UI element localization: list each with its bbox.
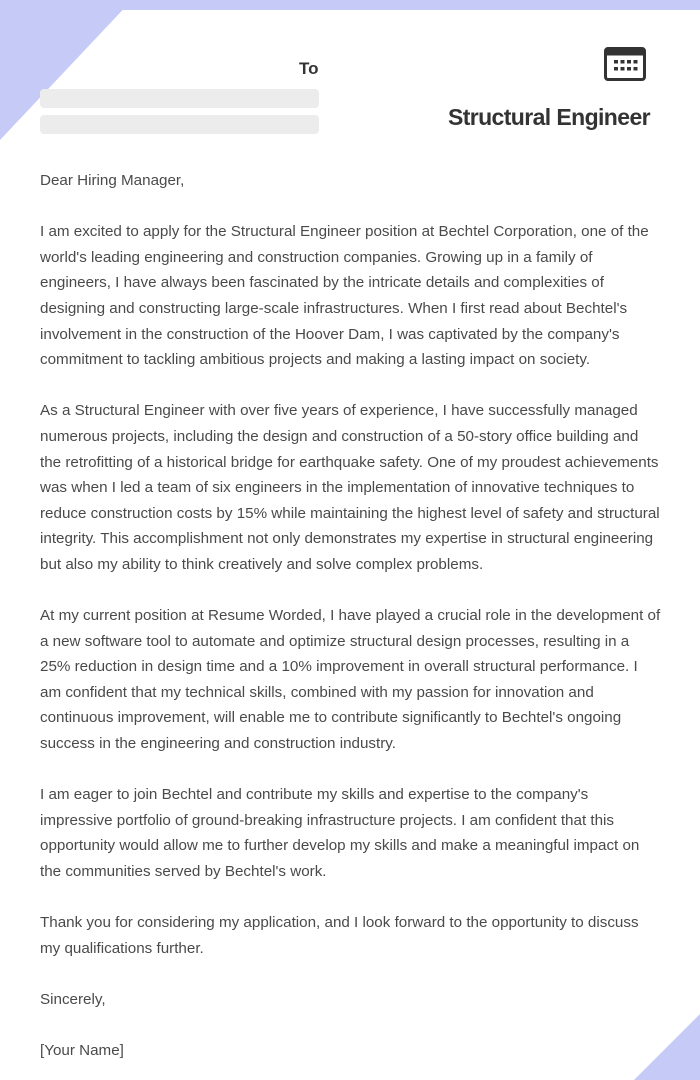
recipient-address-placeholder xyxy=(40,115,319,134)
letter-paragraph-4: I am eager to join Bechtel and contribute my skills and expertise to the company's impressive portfolio of ground-breaking infrastructure projects. I am confident that this opportunity would allow me to further develop my skills and make a meaningful impact on the communities served by Bechtel's work. xyxy=(40,786,640,881)
letter-closing: Sincerely, xyxy=(40,991,106,1008)
letter-paragraph-1: I am excited to apply for the Structural Engineer position at Bechtel Corporation, one of the world's leading engineering and construction companies. Growing up in a family of engineers, I have always been fascinated by the intricate details and complexities of designing and constructing large-scale infrastructures. When I first read about Bechtel's involvement in the construction of the Hoover Dam, I was captivated by the company's commitment to tackling ambitious projects and making a lasting impact on society. xyxy=(40,223,649,369)
letter-signature: [Your Name] xyxy=(40,1042,124,1060)
letter-paragraph-2: As a Structural Engineer with over five years of experience, I have successfully managed numerous projects, including the design and construction of a 50-story office building and the retrofitting of a historical bridge for earthquake safety. One of my proudest achievements was when I led a team of six engineers in the implementation of innovative techniques to reduce construction costs by 15% while maintaining the highest level of safety and structural integrity. This accomplishment not only demonstrates my expertise in structural engineering but also my ability to think creatively and solve complex problems. xyxy=(40,402,660,573)
job-title-heading: Structural Engineer xyxy=(447,104,650,130)
calendar-icon xyxy=(604,47,646,81)
letter-greeting: Dear Hiring Manager, xyxy=(40,172,185,189)
letter-paragraph-5: Thank you for considering my application, and I look forward to the opportunity to discuss my qualifications further. xyxy=(40,914,639,957)
letter-paragraph-3: At my current position at Resume Worded, I have played a crucial role in the development of a new software tool to automate and optimize structural design processes, resulting in a 25% reduction in design time and a 10% improvement in overall structural performance. I am confident that my technical skills, combined with my passion for innovation and continuous improvement, will enable me to contribute significantly to Bechtel's ongoing success in the engineering and construction industry. xyxy=(40,607,661,753)
recipient-name-placeholder xyxy=(40,89,319,108)
recipient-label: To xyxy=(299,59,319,78)
letter-body xyxy=(40,168,662,1080)
